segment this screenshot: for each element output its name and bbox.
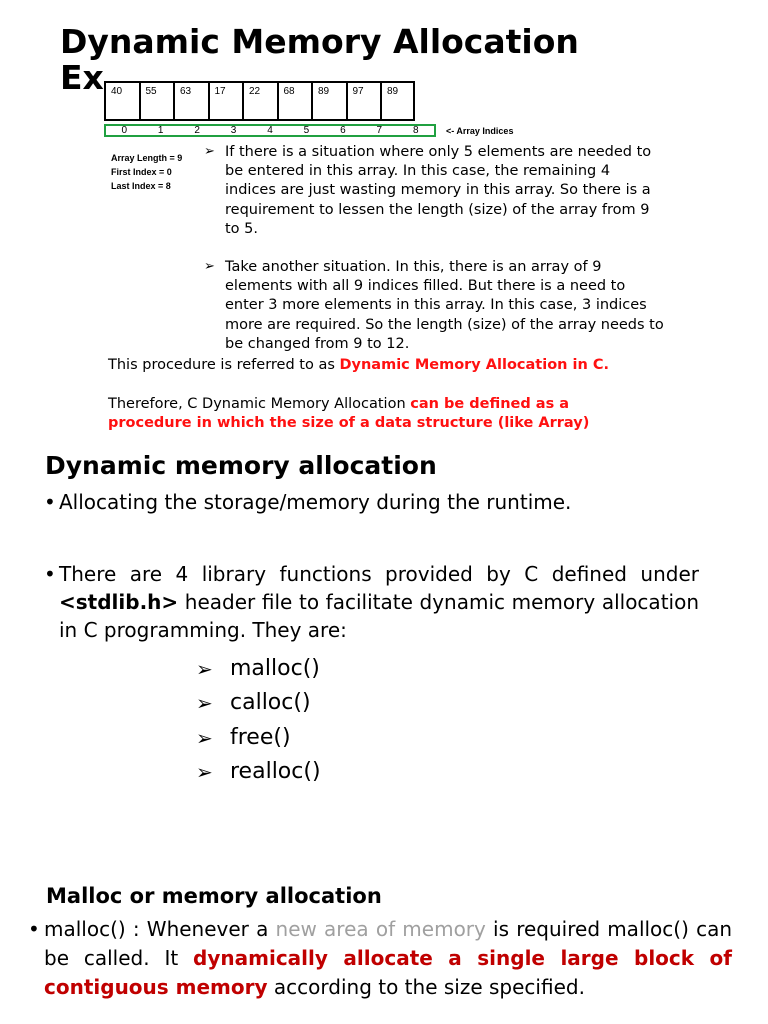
- array-cell: 97: [346, 81, 381, 121]
- scenario-bullet-1: If there is a situation where only 5 elements are needed to be entered in this array. In this case, the remaining 4 indices are just wasting memory in this array. So there is a requirement to lessen the length (size) of the array from 9 to 5.: [225, 144, 652, 237]
- array-values: [104, 81, 415, 121]
- array-index: 5: [303, 125, 310, 136]
- function-item: [196, 690, 311, 715]
- procedure-text: [108, 356, 653, 375]
- array-indices-caption: <- Array Indices: [446, 126, 514, 136]
- definition-prefix: Therefore, C Dynamic Memory Allocation: [108, 396, 411, 412]
- array-cell: 63: [173, 81, 208, 121]
- malloc-heading: Malloc or memory allocation: [46, 884, 382, 908]
- scenario-bullet-2: Take another situation. In this, there is an array of 9 elements with all 9 indices filled. But there is a need to enter 3 more elements in this array. In this case, 3 indices more are required. So the length (size) of the array needs to be changed from 9 to 12.: [225, 259, 664, 352]
- bullet-dot: •: [44, 562, 56, 586]
- array-index: 1: [157, 125, 164, 136]
- arrow-bullet-icon: ➢: [196, 725, 213, 750]
- array-index: 3: [230, 125, 237, 136]
- function-item: [196, 759, 321, 784]
- procedure-prefix: This procedure is referred to as: [108, 357, 340, 373]
- bullet-runtime: Allocating the storage/memory during the runtime.: [59, 490, 572, 514]
- function-name: free(): [230, 725, 291, 750]
- arrow-bullet-icon: ➢: [196, 656, 213, 681]
- function-item: [196, 725, 291, 750]
- page-title-line2: Ex: [60, 60, 104, 97]
- malloc-gray-text: new area of memory: [275, 917, 486, 941]
- array-cell: 68: [277, 81, 312, 121]
- definition-highlight: can be defined as a procedure in which the size of a data structure (like Array): [108, 396, 590, 432]
- malloc-text-part1: malloc() : Whenever a: [44, 917, 276, 941]
- function-name: calloc(): [230, 690, 311, 715]
- array-index: 7: [376, 125, 383, 136]
- array-cell: 40: [104, 81, 139, 121]
- array-cell: 55: [139, 81, 174, 121]
- bullet-dot: •: [44, 490, 56, 514]
- function-name: malloc(): [230, 656, 320, 681]
- page-title: Dynamic Memory Allocation: [60, 22, 579, 61]
- stdlib-header: <stdlib.h>: [59, 590, 179, 614]
- array-length-label: Array Length = 9: [111, 153, 183, 163]
- arrow-bullet-icon: ➢: [196, 690, 213, 715]
- array-cell: 89: [380, 81, 415, 121]
- malloc-text-part3: according to the size specified.: [267, 975, 585, 999]
- library-text-part2: header file to facilitate dynamic memory allocation in C programming. They are:: [59, 590, 699, 642]
- procedure-definition: [108, 395, 653, 433]
- function-name: realloc(): [230, 759, 321, 784]
- array-cell: 22: [242, 81, 277, 121]
- array-cell: 89: [311, 81, 346, 121]
- arrow-bullet-icon: ➢: [204, 259, 215, 274]
- library-text-part1: There are 4 library functions provided by C defined under: [59, 562, 699, 586]
- first-index-label: First Index = 0: [111, 167, 172, 177]
- array-indices: [104, 124, 436, 137]
- malloc-description: [44, 915, 732, 1002]
- array-cell: 17: [208, 81, 243, 121]
- array-index: 8: [412, 125, 419, 136]
- malloc-text-part2: is required malloc() can be called. It: [44, 917, 733, 970]
- function-item: [196, 656, 320, 681]
- last-index-label: Last Index = 8: [111, 181, 171, 191]
- array-index: 6: [340, 125, 346, 136]
- array-index: 2: [194, 125, 200, 136]
- bullet-library-functions: [59, 560, 699, 644]
- malloc-red-text: dynamically allocate a single large block of contiguous memory: [44, 946, 732, 999]
- array-index: 4: [267, 125, 273, 136]
- arrow-bullet-icon: ➢: [204, 144, 215, 159]
- section-heading: Dynamic memory allocation: [45, 451, 437, 480]
- bullet-dot: •: [28, 917, 40, 941]
- array-index: 0: [121, 125, 127, 136]
- procedure-highlight: Dynamic Memory Allocation in C.: [339, 357, 610, 373]
- arrow-bullet-icon: ➢: [196, 759, 213, 784]
